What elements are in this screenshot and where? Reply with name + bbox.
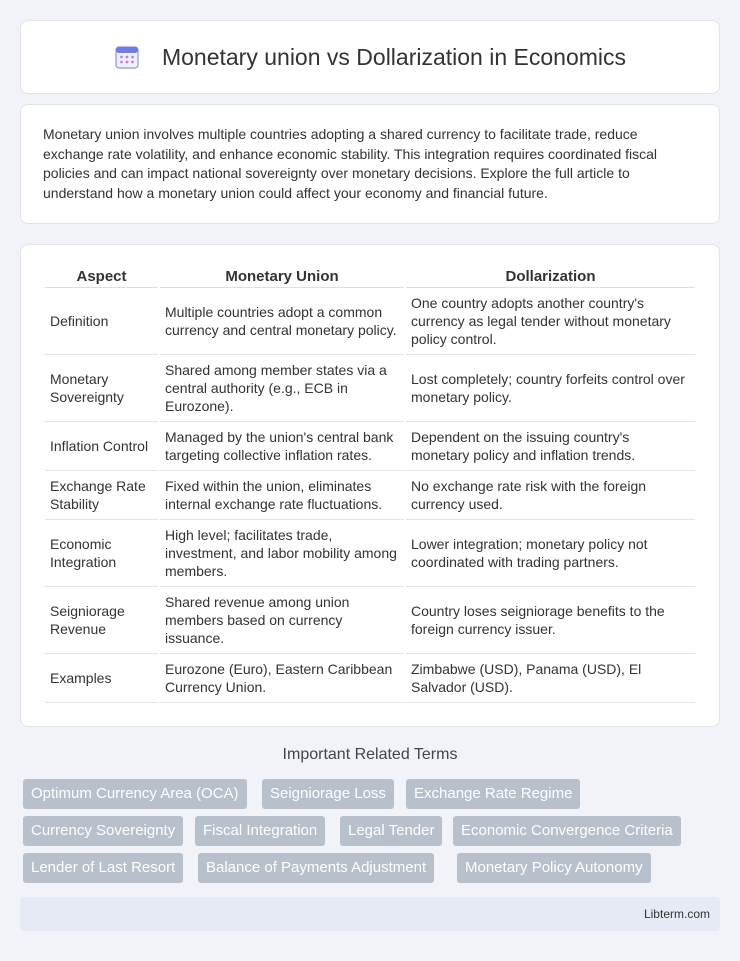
related-term-tag[interactable]: Fiscal Integration (195, 816, 325, 846)
table-header-row (45, 265, 695, 288)
related-term-tag[interactable]: Economic Convergence Criteria (453, 816, 681, 846)
monetary-union-cell: Eurozone (Euro), Eastern Caribbean Currency Union. (160, 654, 404, 703)
table-row (45, 520, 695, 587)
dollarization-cell: No exchange rate risk with the foreign currency used. (406, 471, 695, 520)
comparison-table-card (20, 244, 720, 727)
monetary-union-cell: Fixed within the union, eliminates internal exchange rate fluctuations. (160, 471, 404, 520)
calendar-icon (114, 44, 140, 70)
aspect-cell: Exchange Rate Stability (45, 471, 158, 520)
table-row (45, 288, 695, 355)
related-term-tag[interactable]: Balance of Payments Adjustment (198, 853, 434, 883)
aspect-cell: Definition (45, 288, 158, 355)
footer-brand-link[interactable]: Libterm.com (643, 907, 710, 921)
monetary-union-cell: Managed by the union's central bank targeting collective inflation rates. (160, 422, 404, 471)
related-term-tag[interactable]: Legal Tender (340, 816, 442, 846)
comparison-table (43, 265, 697, 703)
intro-card (20, 104, 720, 224)
monetary-union-cell: High level; facilitates trade, investment, and labor mobility among members. (160, 520, 404, 587)
table-row (45, 355, 695, 422)
table-row (45, 587, 695, 654)
column-header-aspect: Aspect (45, 265, 158, 288)
dollarization-cell: Dependent on the issuing country's monetary policy and inflation trends. (406, 422, 695, 471)
column-header-dollarization: Dollarization (406, 265, 695, 288)
monetary-union-cell: Multiple countries adopt a common currency and central monetary policy. (160, 288, 404, 355)
dollarization-cell: Country loses seigniorage benefits to the foreign currency issuer. (406, 587, 695, 654)
aspect-cell: Inflation Control (45, 422, 158, 471)
dollarization-cell: One country adopts another country's currency as legal tender without monetary policy control. (406, 288, 695, 355)
related-terms-heading: Important Related Terms (282, 746, 458, 763)
table-row (45, 471, 695, 520)
title-card (20, 20, 720, 94)
related-term-tag[interactable]: Seigniorage Loss (262, 779, 394, 809)
related-term-tag[interactable]: Lender of Last Resort (23, 853, 183, 883)
aspect-cell: Economic Integration (45, 520, 158, 587)
related-term-tag[interactable]: Exchange Rate Regime (406, 779, 580, 809)
aspect-cell: Monetary Sovereignty (45, 355, 158, 422)
dollarization-cell: Zimbabwe (USD), Panama (USD), El Salvador (USD). (406, 654, 695, 703)
dollarization-cell: Lower integration; monetary policy not coordinated with trading partners. (406, 520, 695, 587)
aspect-cell: Examples (45, 654, 158, 703)
footer (20, 897, 720, 931)
related-term-tag[interactable]: Monetary Policy Autonomy (457, 853, 651, 883)
table-row (45, 654, 695, 703)
column-header-monetary-union: Monetary Union (160, 265, 404, 288)
monetary-union-cell: Shared among member states via a central authority (e.g., ECB in Eurozone). (160, 355, 404, 422)
table-row (45, 422, 695, 471)
related-term-tag[interactable]: Optimum Currency Area (OCA) (23, 779, 247, 809)
page-title: Monetary union vs Dollarization in Economics (161, 43, 627, 70)
aspect-cell: Seigniorage Revenue (45, 587, 158, 654)
monetary-union-cell: Shared revenue among union members based on currency issuance. (160, 587, 404, 654)
dollarization-cell: Lost completely; country forfeits control over monetary policy. (406, 355, 695, 422)
related-term-tag[interactable]: Currency Sovereignty (23, 816, 183, 846)
intro-text: Monetary union involves multiple countries adopting a shared currency to facilitate trade, reduce exchange rate volatility, and enhance economic stability. This integration requires coordinated fiscal policies and can impact national sovereignty over monetary decisions. Explore the full article to understand how a monetary union could affect your economy and financial future. (43, 126, 658, 201)
